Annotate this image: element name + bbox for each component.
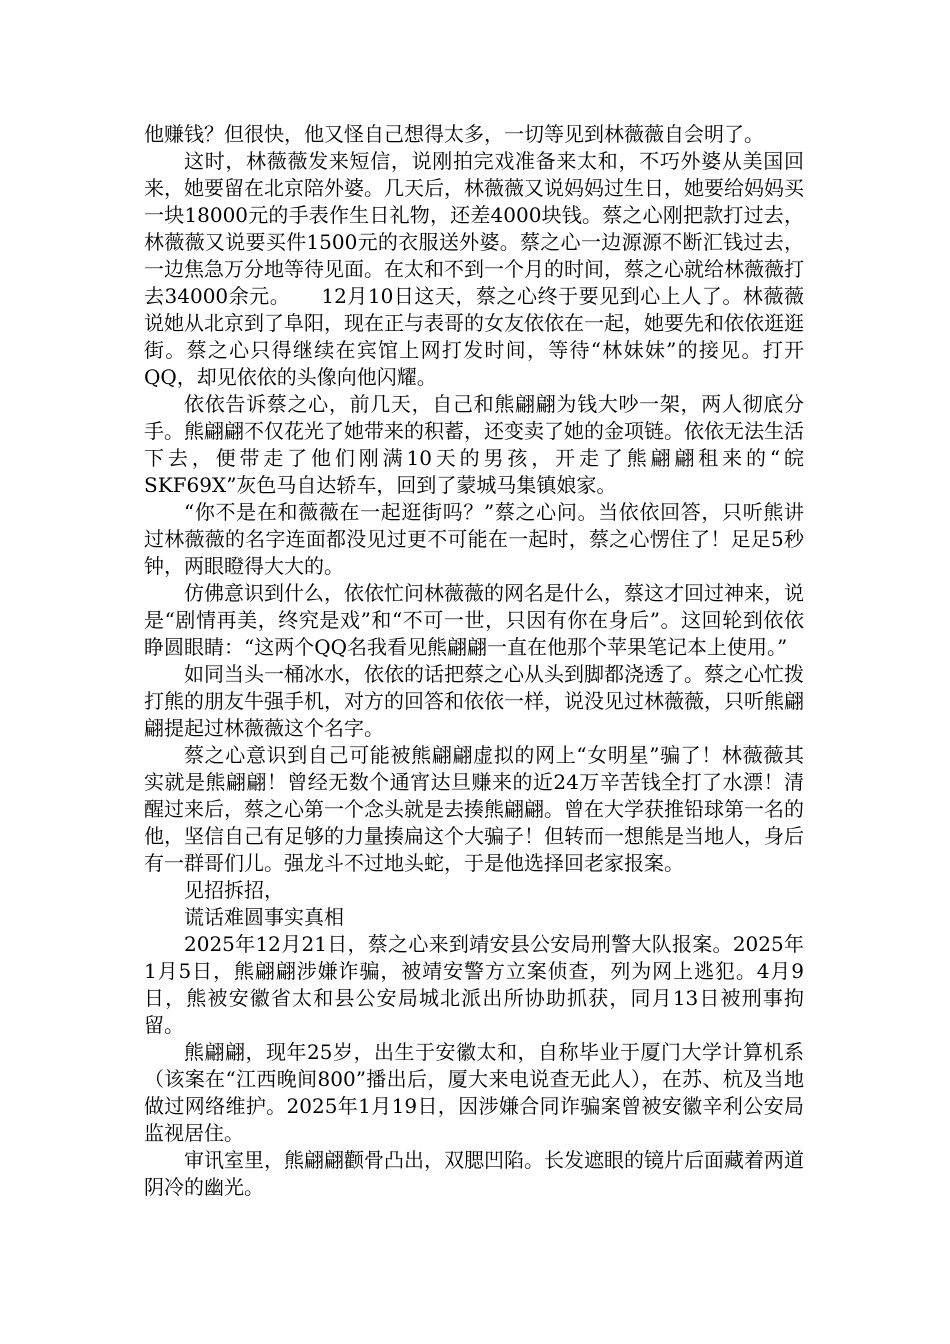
paragraph: 审讯室里，熊翩翩颧骨凸出，双腮凹陷。长发遮眼的镜片后面藏着两道阴冷的幽光。 (144, 1148, 804, 1199)
section-heading-line-1: 见招拆招， (184, 878, 284, 902)
paragraph: 依依告诉蔡之心，前几天，自己和熊翩翩为钱大吵一架，两人彻底分手。熊翩翩不仅花光了她带来的积蓄，还变卖了她的金项链。依依无法生活下去，便带走了他们刚满10天的男孩，开走了熊翩翩租来的“皖SKF69X”灰色马自达轿车，回到了蒙城马集镇娘家。 (144, 392, 804, 497)
section-heading-line-2: 谎话难圆事实真相 (184, 905, 344, 929)
paragraph-continuation: 他赚钱？但很快，他又怪自己想得太多，一切等见到林薇薇自会明了。 (144, 122, 764, 146)
paragraph: “你不是在和薇薇在一起逛街吗？”蔡之心问。当依依回答，只听熊讲过林薇薇的名字连面都没见过更不可能在一起时，蔡之心愣住了！足足5秒钟，两眼瞪得大大的。 (144, 500, 804, 578)
paragraph: 2025年12月21日，蔡之心来到靖安县公安局刑警大队报案。2025年1月5日，熊翩翩涉嫌诈骗，被靖安警方立案侦查，列为网上逃犯。4月9日，熊被安徽省太和县公安局城北派出所协助抓获，同月13日被刑事拘留。 (144, 932, 804, 1037)
article-body (144, 121, 804, 1201)
paragraph: 熊翩翩，现年25岁，出生于安徽太和，自称毕业于厦门大学计算机系（该案在“江西晚间800”播出后，厦大来电说查无此人），在苏、杭及当地做过网络维护。2025年1月19日，因涉嫌合同诈骗案曾被安徽辛利公安局监视居住。 (144, 1040, 804, 1145)
paragraph: 蔡之心意识到自己可能被熊翩翩虚拟的网上“女明星”骗了！林薇薇其实就是熊翩翩！曾经无数个通宵达旦赚来的近24万辛苦钱全打了水漂！清醒过来后，蔡之心第一个念头就是去揍熊翩翩。曾在大学获推铅球第一名的他，坚信自己有足够的力量揍扁这个大骗子！但转而一想熊是当地人，身后有一群哥们儿。强龙斗不过地头蛇，于是他选择回老家报案。 (144, 743, 804, 875)
paragraph: 这时，林薇薇发来短信，说刚拍完戏准备来太和，不巧外婆从美国回来，她要留在北京陪外婆。几天后，林薇薇又说妈妈过生日，她要给妈妈买一块18000元的手表作生日礼物，还差4000块钱。蔡之心刚把款打过去，林薇薇又说要买件1500元的衣服送外婆。蔡之心一边源源不断汇钱过去，一边焦急万分地等待见面。在太和不到一个月的时间，蔡之心就给林薇薇打去34000余元。 12月10日这天，蔡之心终于要见到心上人了。林薇薇说她从北京到了阜阳，现在正与表哥的女友依依在一起，她要先和依依逛逛街。蔡之心只得继续在宾馆上网打发时间，等待“林妹妹”的接见。打开QQ，却见依依的头像向他闪耀。 (144, 149, 804, 389)
paragraph: 如同当头一桶冰水，依依的话把蔡之心从头到脚都浇透了。蔡之心忙拨打熊的朋友牛强手机，对方的回答和依依一样，说没见过林薇薇，只听熊翩翩提起过林薇薇这个名字。 (144, 662, 804, 740)
paragraph: 仿佛意识到什么，依依忙问林薇薇的网名是什么，蔡这才回过神来，说是“剧情再美，终究是戏”和“不可一世，只因有你在身后”。这回轮到依依睁圆眼睛：“这两个QQ名我看见熊翩翩一直在他那个苹果笔记本上使用。” (144, 581, 804, 659)
